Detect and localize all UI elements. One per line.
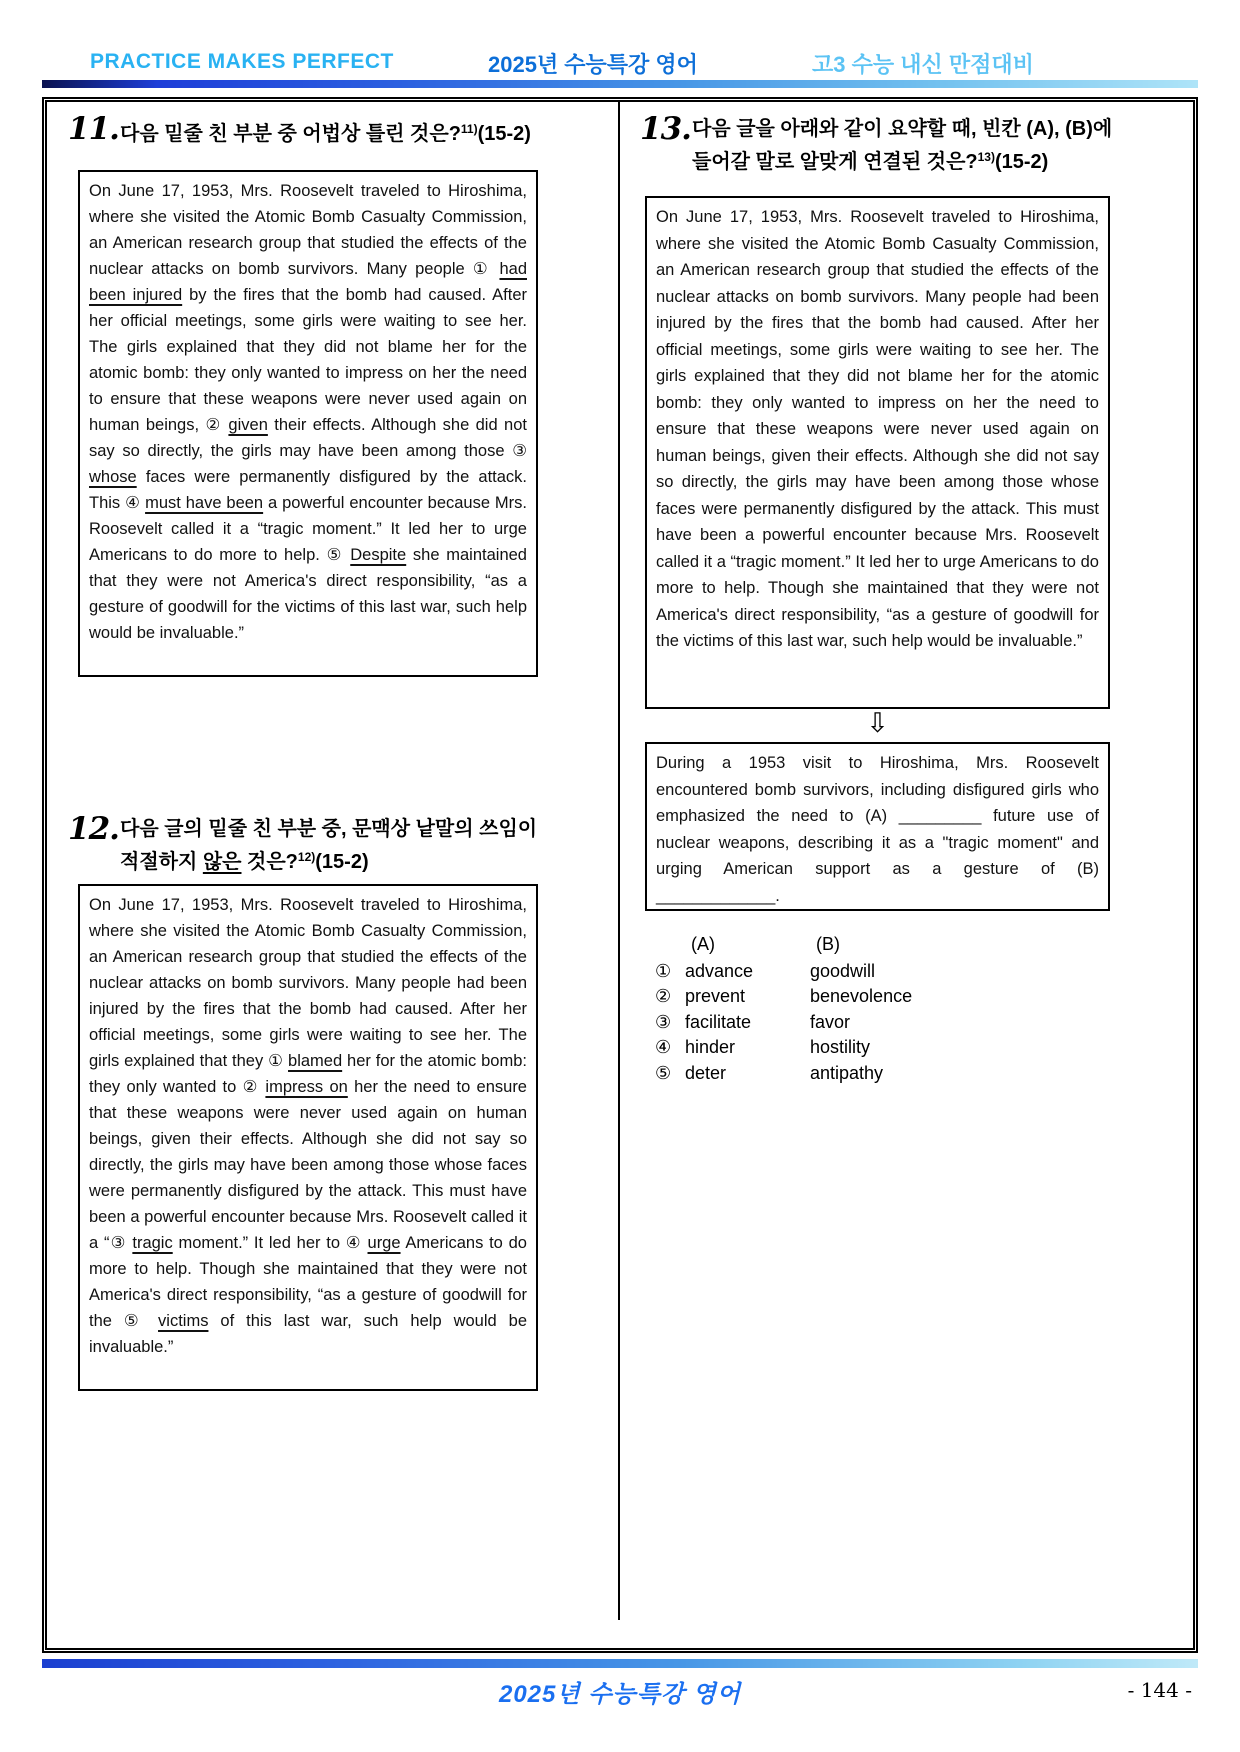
text-run: (15-2): [994, 150, 1049, 173]
underlined-text: must have been: [145, 494, 264, 512]
choice-a-value: prevent: [685, 986, 746, 1006]
circled-number: ①: [268, 1052, 289, 1070]
underlined-text: tragic: [132, 1234, 173, 1252]
footnote-ref: 13): [977, 149, 995, 164]
question-12-number: 12.: [68, 811, 119, 847]
question-13-summary-box: [645, 742, 1110, 911]
summary-arrow-icon: ⇩: [866, 708, 889, 738]
question-12-title: [120, 812, 540, 876]
choice-row-4: [655, 1035, 1085, 1061]
column-divider: [618, 102, 620, 1620]
text-run: Americans to do more to help. Though she maintained that they were not America's direct responsibility, “as a gesture of goodwill for the: [89, 1234, 527, 1330]
choice-row-1: [655, 959, 1085, 985]
underlined-text: given: [228, 416, 268, 434]
choice-b-value: hostility: [810, 1037, 871, 1057]
choice-number: ④: [655, 1037, 672, 1057]
text-run: 다음 밑줄 친 부분 중 어법상 틀린 것은?: [120, 123, 461, 145]
choice-header-row: [655, 932, 1085, 958]
text-run: her for the atomic bomb: they only wanted to: [89, 1052, 527, 1096]
circled-number: ③: [512, 442, 527, 460]
text-run: On June 17, 1953, Mrs. Roosevelt traveled to Hiroshima, where she visited the Atomic Bomb Casualty Commission, an American research group that studied the effects of the nuclear attacks on bomb survivors. Many people: [89, 182, 527, 278]
choice-a-value: facilitate: [685, 1011, 752, 1032]
circled-number: ④: [345, 1234, 368, 1252]
underlined-text: urge: [367, 1234, 401, 1252]
text-run: moment.” It led her to: [172, 1234, 346, 1252]
text-run: (15-2): [477, 123, 531, 145]
choice-b-value: favor: [810, 1011, 851, 1032]
page-number: - 144 -: [1127, 1678, 1192, 1702]
choice-column-a-header: (A): [691, 934, 715, 954]
footer-title: 2025년 수능특강 영어: [498, 1681, 741, 1708]
choice-number: ②: [655, 986, 672, 1006]
choice-a-value: deter: [685, 1062, 727, 1083]
choice-row-3: [655, 1010, 1085, 1036]
circled-number: ⑤: [123, 1312, 159, 1330]
question-11-number: 11.: [68, 111, 119, 147]
question-13-passage-box: [645, 196, 1110, 709]
circled-number: ④: [125, 494, 146, 512]
question-13-choices: [655, 932, 1085, 1086]
footnote-ref: 11): [460, 122, 478, 136]
text-run: of this last war, such help would be invaluable.”: [89, 1312, 527, 1356]
text-run: _________: [898, 807, 982, 825]
underlined-text: impress on: [265, 1078, 348, 1096]
text-run: During a 1953 visit to Hiroshima, Mrs. Roosevelt encountered bomb survivors, including disfigured girls who emphasized the need to (A): [656, 754, 1099, 825]
choice-number: ③: [655, 1011, 672, 1032]
question-13-header: [640, 112, 1118, 176]
choice-number: ⑤: [655, 1062, 672, 1083]
circled-number: ②: [242, 1078, 266, 1096]
question-11-header: [68, 112, 540, 149]
text-run: 것은?: [241, 850, 298, 873]
underlined-text: 않은: [202, 850, 242, 873]
question-13-number: 13.: [640, 111, 691, 147]
text-run: by the fires that the bomb had caused. After her official meetings, some girls were waiting to see her. The girls explained that they did not blame her for the atomic bomb: they only wanted to impress on her the need to ensure that these weapons were never used again on human beings,: [89, 286, 528, 434]
question-12-passage-box: [78, 884, 538, 1391]
circled-number: ③: [109, 1234, 133, 1252]
text-run: their effects. Although she did not say so directly, the girls may have been among those: [89, 416, 527, 460]
underlined-text: victims: [158, 1312, 209, 1330]
choice-b-value: goodwill: [810, 960, 876, 981]
choice-row-5: [655, 1061, 1085, 1087]
header-subtitle: 고3 수능 내신 만점대비: [812, 52, 1034, 77]
choice-b-value: benevolence: [810, 986, 913, 1006]
question-11-passage-box: [78, 170, 538, 677]
footer-gradient-bar: [42, 1659, 1198, 1668]
choice-number: ①: [655, 960, 672, 981]
header-title: 2025년 수능특강 영어: [488, 52, 698, 77]
text-run: On June 17, 1953, Mrs. Roosevelt traveled to Hiroshima, where she visited the Atomic Bomb Casualty Commission, an American research group that studied the effects of the nuclear attacks on bomb survivors. Many people had been injured by the fires that the bomb had caused. After her official meetings, some girls were waiting to see her. The girls explained that they: [89, 896, 527, 1070]
underlined-text: had been injured: [89, 260, 527, 304]
header-gradient-bar: [42, 80, 1198, 88]
choice-row-2: [655, 984, 1085, 1010]
text-run: future use of nuclear weapons, describing it as a "tragic moment" and urging American support as a gesture of (B): [656, 807, 1099, 878]
text-run: a powerful encounter because Mrs. Roosevelt called it a “tragic moment.” It led her to urge Americans to do more to help.: [89, 494, 527, 564]
text-run: _____________.: [656, 886, 780, 905]
circled-number: ②: [205, 416, 229, 434]
choice-b-value: antipathy: [810, 1062, 884, 1083]
underlined-text: whose: [89, 468, 137, 486]
text-run: (15-2): [315, 850, 369, 873]
text-run: 다음 글을 아래와 같이 요약할 때, 빈칸 (A), (B)에 들어갈 말로 알맞게 연결된 것은?: [692, 118, 1113, 173]
choice-a-value: hinder: [685, 1037, 736, 1057]
header-brand: PRACTICE MAKES PERFECT: [90, 50, 394, 73]
underlined-text: blamed: [288, 1052, 343, 1070]
text-run: faces were permanently disfigured by the attack. This: [89, 468, 527, 512]
question-12-header: [68, 812, 540, 876]
circled-number: ⑤: [326, 546, 351, 564]
circled-number: ①: [472, 260, 500, 278]
choice-a-value: advance: [685, 960, 754, 981]
text-run: On June 17, 1953, Mrs. Roosevelt traveled to Hiroshima, where she visited the Atomic Bomb Casualty Commission, an American research group that studied the effects of the nuclear attacks on bomb survivors. Many people had been injured by the fires that the bomb had caused. After her official meetings, some girls were waiting to see her. The girls explained that they did not blame her for the atomic bomb: they only wanted to impress on her the need to ensure that these weapons were never used again on human beings, given their effects. Although she did not say so directly, the girls may have been among those whose faces were permanently disfigured by the attack. This must have been a powerful encounter because Mrs. Roosevelt called it a “tragic moment.” It led her to urge Americans to do more to help. Though she maintained that they were not America's direct responsibility, “as a gesture of goodwill for the victims of this last war, such help would be invaluable.”: [656, 208, 1099, 650]
text-run: she maintained that they were not America's direct responsibility, “as a gesture of goodwill for the victims of this last war, such help would be invaluable.”: [89, 546, 527, 642]
underlined-text: Despite: [350, 546, 407, 564]
footnote-ref: 12): [297, 849, 316, 864]
choice-header-spacer: [655, 932, 685, 958]
text-run: her the need to ensure that these weapons were never used again on human beings, given their effects. Although she did not say so directly, the girls may have been among those whose faces were permanently disfigured by the attack. This must have been a powerful encounter because Mrs. Roosevelt called it a “: [89, 1078, 527, 1252]
question-13-title: [692, 112, 1118, 176]
text-run: 다음 글의 밑줄 친 부분 중, 문맥상 낱말의 쓰임이 적절하지: [120, 818, 538, 873]
choice-column-b-header: (B): [816, 934, 840, 954]
question-11-title: [120, 112, 540, 149]
